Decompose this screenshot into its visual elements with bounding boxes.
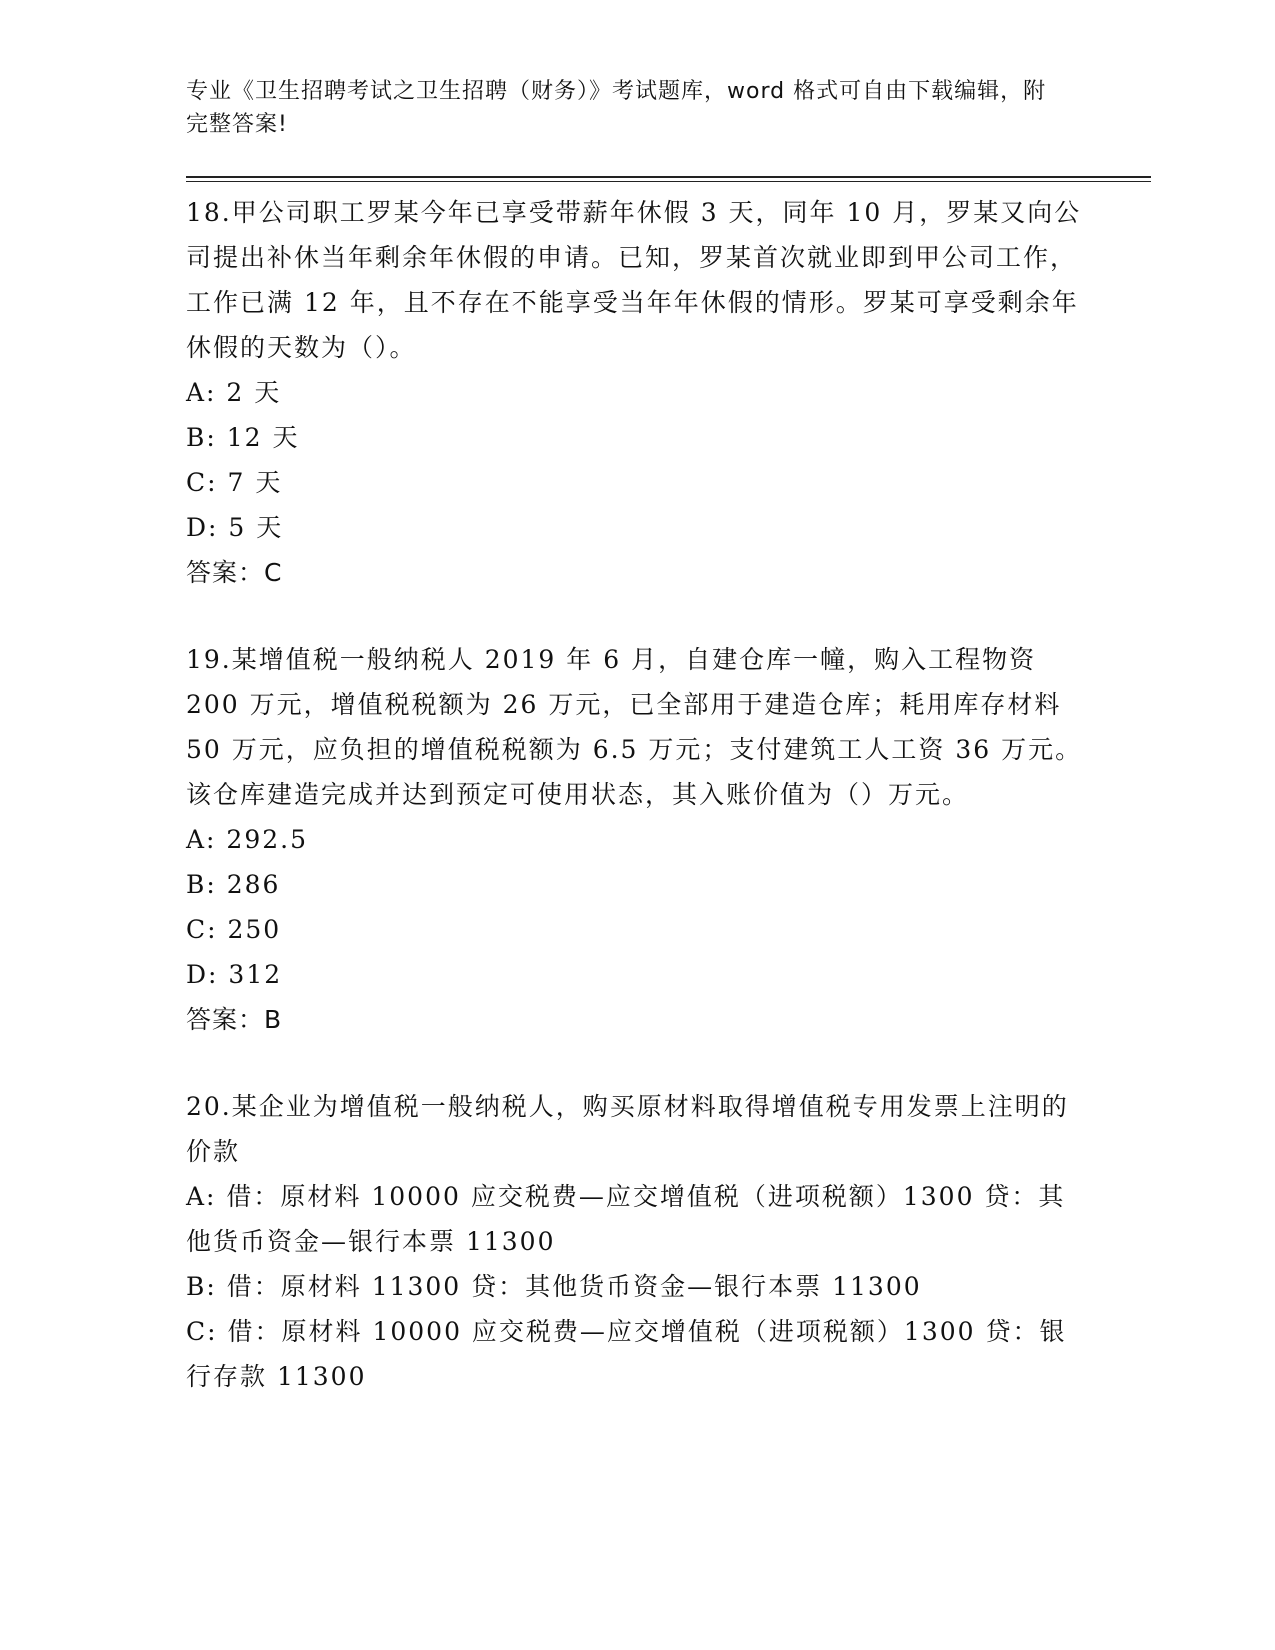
question-spacer	[186, 595, 1086, 637]
question-list	[186, 190, 1086, 1399]
question-18	[186, 190, 1086, 595]
answer: 答案：C	[186, 558, 283, 587]
option-c: C: 借：原材料 10000 应交税费—应交增值税（进项税额）1300 贷：银行存款 11300	[186, 1317, 1067, 1391]
header-rule-thick	[186, 176, 1151, 178]
question-20	[186, 1084, 1086, 1399]
question-text: 18.甲公司职工罗某今年已享受带薪年休假 3 天，同年 10 月，罗某又向公司提出补休当年剩余年休假的申请。已知，罗某首次就业即到甲公司工作，工作已满 12 年，且不存在不能享受当年年休假的情形。罗某可享受剩余年休假的天数为（）。	[186, 198, 1082, 362]
option-a: A: 292.5	[186, 825, 308, 854]
option-a: A: 借：原材料 10000 应交税费—应交增值税（进项税额）1300 贷：其他货币资金—银行本票 11300	[186, 1182, 1066, 1256]
option-b: B: 借：原材料 11300 贷：其他货币资金—银行本票 11300	[186, 1272, 922, 1301]
question-text: 20.某企业为增值税一般纳税人，购买原材料取得增值税专用发票上注明的价款	[186, 1092, 1069, 1166]
document-header: 专业《卫生招聘考试之卫生招聘（财务）》考试题库，word 格式可自由下载编辑，附完整答案!	[186, 79, 1047, 137]
question-19	[186, 637, 1086, 1042]
option-c: C: 7 天	[186, 468, 283, 497]
question-text: 19.某增值税一般纳税人 2019 年 6 月，自建仓库一幢，购入工程物资 200 万元，增值税税额为 26 万元，已全部用于建造仓库；耗用库存材料 50 万元，应负担的增值税税额为 6.5 万元；支付建筑工人工资 36 万元。该仓库建造完成并达到预定可使用状态，其入账价值为（）万元。	[186, 645, 1083, 809]
option-c: C: 250	[186, 915, 282, 944]
question-spacer	[186, 1042, 1086, 1084]
option-b: B: 12 天	[186, 423, 300, 452]
option-b: B: 286	[186, 870, 281, 899]
answer: 答案：B	[186, 1005, 283, 1034]
option-d: D: 312	[186, 960, 283, 989]
header-rule-thin	[186, 181, 1151, 182]
option-a: A: 2 天	[186, 378, 282, 407]
option-d: D: 5 天	[186, 513, 284, 542]
